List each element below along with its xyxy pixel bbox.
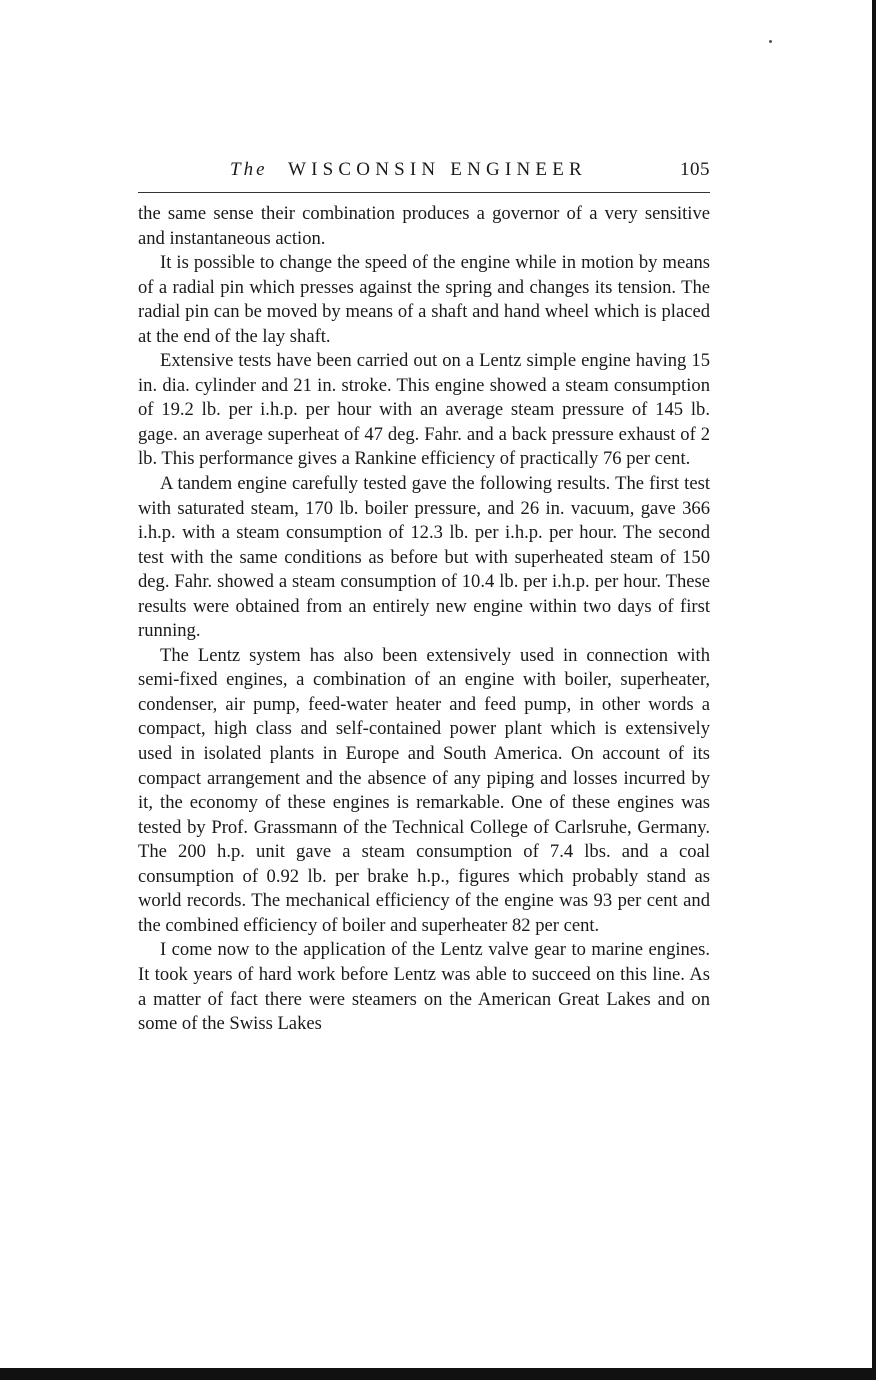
scan-speck <box>769 40 772 43</box>
paragraph-tandem-engine: A tandem engine carefully tested gave the following results. The first test with saturated steam, 170 lb. boiler pressure, and 26 in. vacuum, gave 366 i.h.p. with a steam consumption of 12.3 lb. per i.h.p. per hour. The second test with the same conditions as before but with superheated steam of 150 deg. Fahr. showed a steam consumption of 10.4 lb. per i.h.p. per hour. These results were obtained from an entirely new engine within two days of first running. <box>138 473 710 642</box>
paragraph-continued: the same sense their combination produces a governor of a very sensitive and instantaneous action. <box>138 203 710 249</box>
paragraph-semi-fixed-engines: The Lentz system has also been extensively used in connection with semi-fixed engines, a combination of an engine with boiler, superheater, condenser, air pump, feed-water heater and feed pump, in other words a compact, high class and self-contained power plant which is extensively used in isolated plants in Europe and South America. On account of its compact arrangement and the absence of any piping and losses incurred by it, the economy of these engines is remarkable. One of these engines was tested by Prof. Grassmann of the Technical College of Carlsruhe, Germany. The 200 h.p. unit gave a steam consumption of 7.4 lbs. and a coal consumption of 0.92 lb. per brake h.p., figures which probably stand as world records. The mechanical efficiency of the engine was 93 per cent and the combined efficiency of boiler and superheater 82 per cent. <box>138 644 710 936</box>
paragraph-simple-engine-tests: Extensive tests have been carried out on a Lentz simple engine having 15 in. dia. cylinder and 21 in. stroke. This engine showed a steam consumption of 19.2 lb. per i.h.p. per hour with an average steam pressure of 145 lb. gage. an average superheat of 47 deg. Fahr. and a back pressure exhaust of 2 lb. This performance gives a Rankine efficiency of practically 76 per cent. <box>138 350 710 470</box>
page-number: 105 <box>680 159 710 180</box>
article-body <box>138 202 710 1037</box>
journal-title: WISCONSIN ENGINEER <box>288 159 587 180</box>
header-rule <box>138 192 710 193</box>
scan-border-bottom <box>0 1368 876 1380</box>
paragraph-speed-change: It is possible to change the speed of the engine while in motion by means of a radial pin which presses against the spring and changes its tension. The radial pin can be moved by means of a shaft and hand wheel which is placed at the end of the lay shaft. <box>138 252 710 347</box>
running-head <box>138 157 710 185</box>
scan-border-right <box>872 0 876 1380</box>
paragraph-marine-engines: I come now to the application of the Lentz valve gear to marine engines. It took years of hard work before Lentz was able to succeed on this line. As a matter of fact there were steamers on the American Great Lakes and on some of the Swiss Lakes <box>138 939 710 1035</box>
running-head-the: The <box>230 159 268 180</box>
